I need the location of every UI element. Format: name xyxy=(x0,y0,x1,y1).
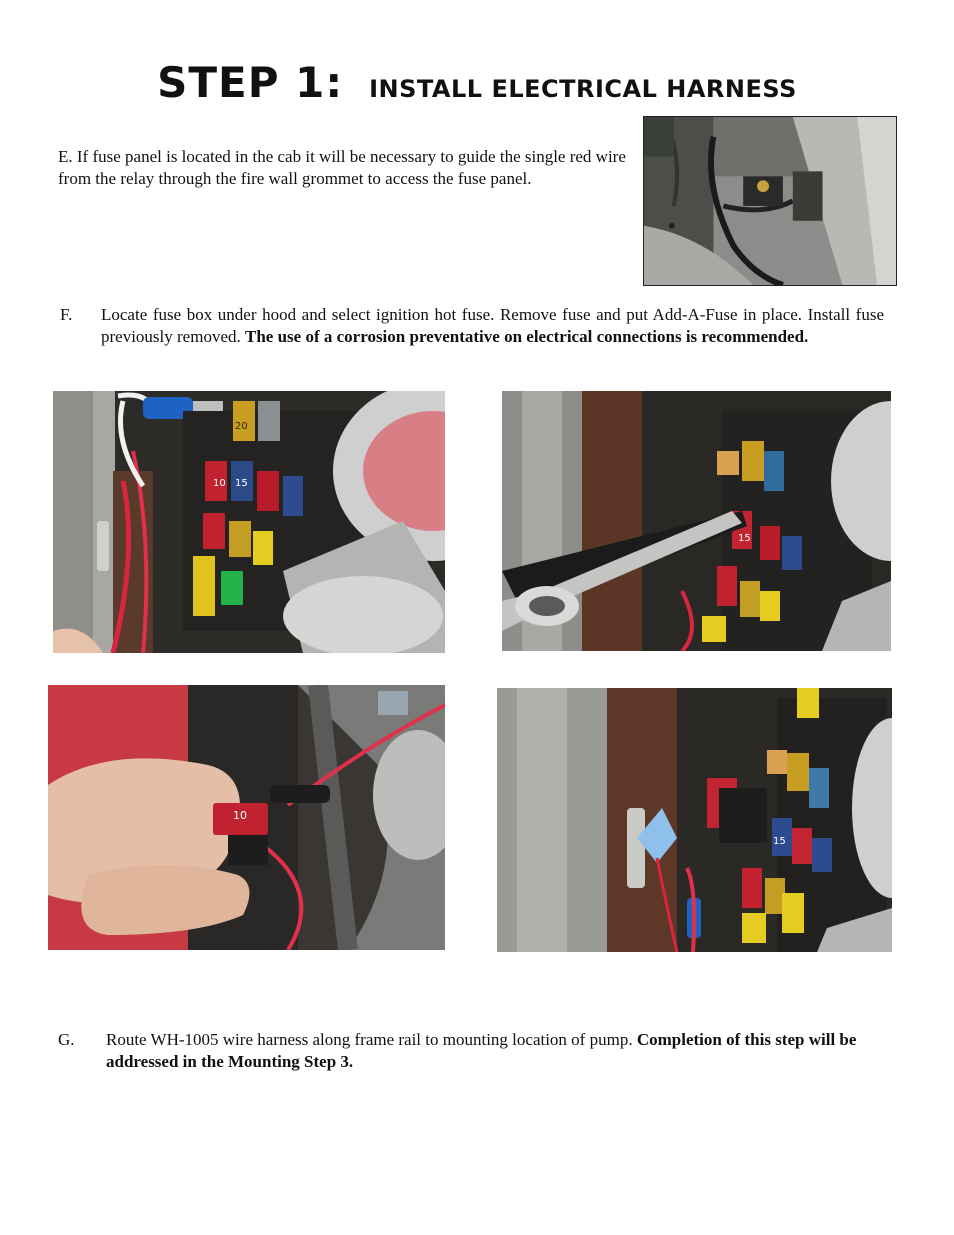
step-f-letter: F. xyxy=(60,305,73,324)
step-e-text: E. If fuse panel is located in the cab it will be necessary to guide the single red wire from the relay through the fire wall grommet to access the fuse panel. xyxy=(58,147,626,188)
engine-bay-photo xyxy=(643,116,897,286)
add-a-fuse-label-10: 10 xyxy=(233,809,247,822)
pliers-removal-photo xyxy=(502,391,891,651)
step-f-text: Locate fuse box under hood and select ignition hot fuse. Remove fuse and put Add-A-Fuse in place. Install fuse previously removed. xyxy=(101,305,884,346)
step-g xyxy=(58,1029,884,1079)
step-g-text: Route WH-1005 wire harness along frame rail to mounting location of pump. xyxy=(106,1030,637,1049)
fuse-label-10: 10 xyxy=(213,478,226,489)
installed-fuse-label-15: 15 xyxy=(773,836,786,847)
fuse-box-wire-photo xyxy=(53,391,445,653)
step-subtitle: INSTALL ELECTRICAL HARNESS xyxy=(369,75,797,103)
step-heading: STEP 1: xyxy=(157,58,344,107)
page-title xyxy=(0,58,954,107)
step-f xyxy=(60,304,884,374)
fuse-label-20: 20 xyxy=(235,421,248,432)
step-g-bold: Completion of this step will be addressed in the Mounting Step 3. xyxy=(106,1030,857,1071)
step-g-body xyxy=(106,1029,884,1072)
step-g-letter: G. xyxy=(58,1030,75,1049)
pliers-fuse-label-15: 15 xyxy=(738,533,751,544)
step-f-body xyxy=(101,304,884,347)
step-f-bold: The use of a corrosion preventative on electrical connections is recommended. xyxy=(245,326,809,346)
installed-fuse-photo xyxy=(497,688,892,952)
fuse-label-15: 15 xyxy=(235,478,248,489)
add-a-fuse-hand-photo xyxy=(48,685,445,950)
